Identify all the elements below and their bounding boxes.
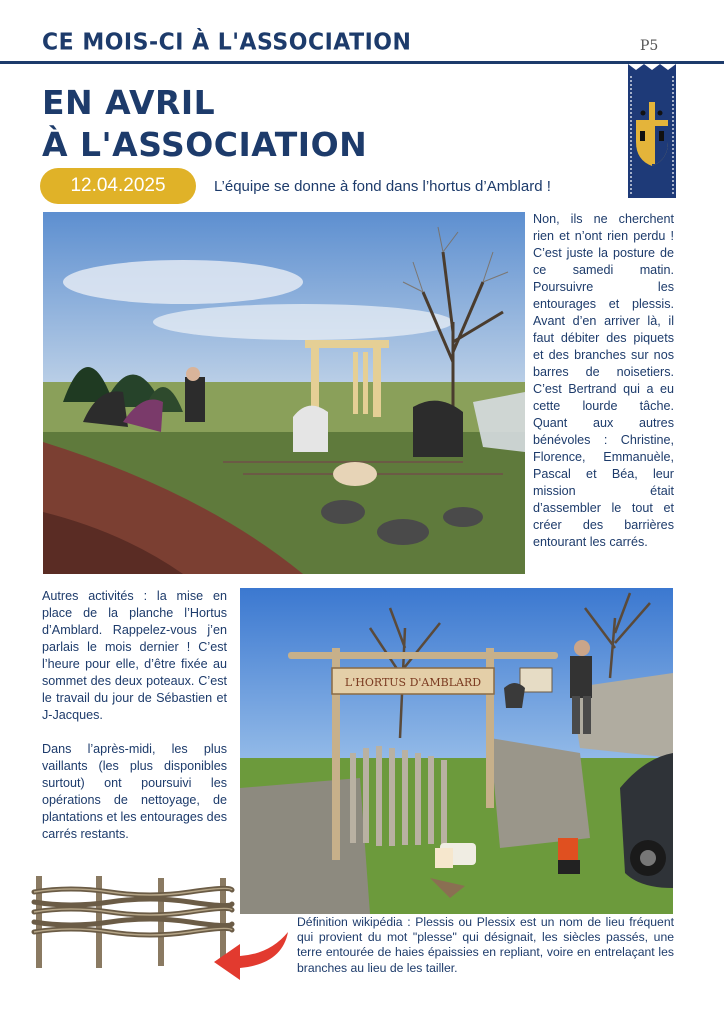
heraldic-banner-icon	[628, 64, 676, 198]
garden-photo	[43, 212, 525, 574]
article-title	[42, 82, 367, 166]
woven-fence-icon	[30, 872, 235, 972]
activities-paragraph: Autres activités : la mise en place de la planche l’Hortus d’Amblard. Rappelez-vous j’en parlais le mois dernier ! C’est l’heure pour elle, d’être fixée au sommet des deux poteaux. C’est le travail du jour de Sébastien et J-Jacques.	[42, 589, 227, 722]
hortus-sign-text: L'HORTUS D'AMBLARD	[344, 676, 482, 689]
section-title: CE MOIS-CI À L'ASSOCIATION	[42, 29, 412, 56]
date-badge: 12.04.2025	[40, 168, 196, 204]
title-line-2: À L'ASSOCIATION	[42, 125, 368, 164]
activities-column	[42, 588, 227, 843]
definition-note: Définition wikipédia : Plessis ou Plessix est un nom de lieu fréquent qui provient du mot "plesse" qui désignait, les siècles passés, une terre entourée de haies épaissies en repliant, voire en entrelaçant les branches au lieu de les tailler.	[297, 915, 674, 975]
hortus-sign-photo	[240, 588, 673, 914]
title-line-1: EN AVRIL	[42, 83, 216, 122]
curved-arrow-icon	[210, 928, 290, 988]
intro-paragraph: Non, ils ne cherchent rien et n’ont rien perdu ! C’est juste la posture de ce samedi matin. Poursuivre les entourages et plessis. Avant d’en arriver là, il faut débiter des piquets et des branches sur nos barres de noisetiers. C’est Bertrand qui a eu cette lourde tâche. Quant aux autres bénévoles : Christine, Florence, Emmanuèle, Pascal et Béa, leur mission était d’assembler le tout et créer des barrières entourant les carrés.	[533, 212, 674, 549]
header-divider	[0, 61, 724, 64]
afternoon-paragraph: Dans l’après-midi, les plus vaillants (les plus disponibles surtout) ont poursuivi les opérations de nettoyage, de plantations et les entourages des carrés restants.	[42, 742, 227, 841]
article-subtitle: L’équipe se donne à fond dans l’hortus d’Amblard !	[214, 178, 551, 195]
page-number: P5	[640, 38, 659, 54]
